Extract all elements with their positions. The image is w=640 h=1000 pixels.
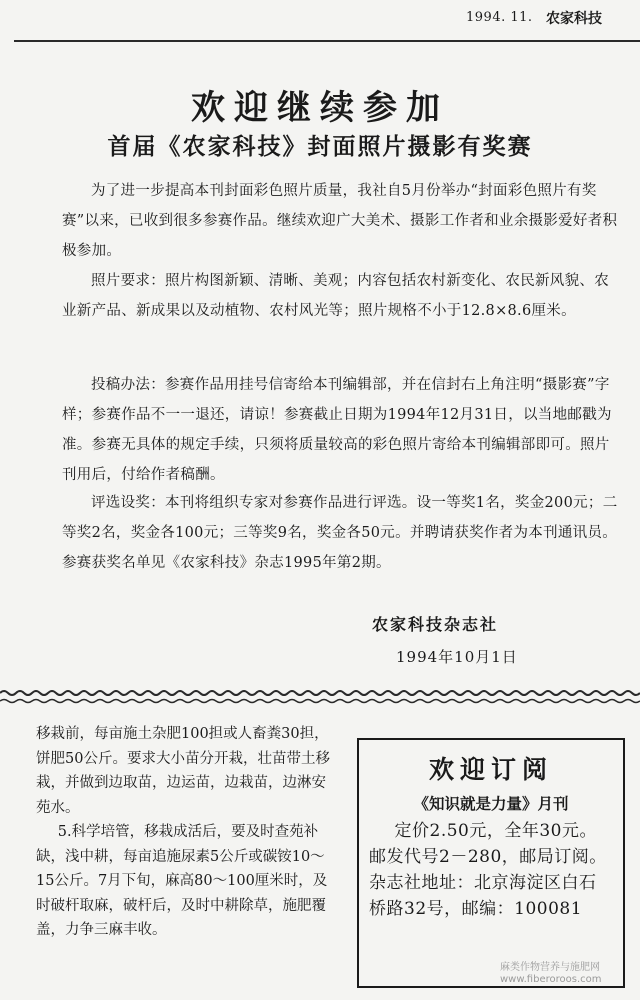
- header-rule: [14, 40, 640, 42]
- subscription-text: 定价2.50元，全年30元。邮发代号2－280，邮局订阅。杂志社地址：北京海淀区白石桥路32号，邮编：100081: [369, 821, 607, 919]
- page-header: [0, 0, 640, 44]
- issue-number: 1994. 11.: [466, 10, 533, 25]
- notice-paragraph-submission: 投稿办法：参赛作品用挂号信寄给本刊编辑部，并在信封右上角注明“摄影赛”字样；参赛作品不一一退还，请谅！参赛截止日期为1994年12月31日，以当地邮戳为准。参赛无具体的规定手续，只须将质量较高的彩色照片寄给本刊编辑部即可。照片刊用后，付给作者稿酬。: [62, 377, 612, 483]
- notice-title: 欢迎继续参加: [191, 88, 449, 128]
- subscription-magazine: 《知识就是力量》月刊: [413, 794, 569, 813]
- wavy-divider: [0, 684, 640, 710]
- site-watermark: [500, 962, 601, 986]
- subscription-title: 欢迎订阅: [428, 755, 553, 784]
- watermark-line: 麻类作物营养与施肥网: [500, 962, 600, 973]
- notice-paragraph-requirements: 照片要求：照片构图新颖、清晰、美观；内容包括农村新变化、农民新风貌、农业新产品、新成果以及动植物、农村风光等；照片规格不小于12.8×8.6厘米。: [62, 273, 609, 319]
- watermark-line: www.fiberoroos.com: [500, 974, 602, 985]
- signature-date: 1994年10月1日: [396, 648, 518, 666]
- notice-paragraph-intro: 为了进一步提高本刊封面彩色照片质量，我社自5月份举办“封面彩色照片有奖赛”以来，已收到很多参赛作品。继续欢迎广大美术、摄影工作者和业余摄影爱好者积极参加。: [62, 183, 618, 259]
- lower-article-paragraph: 5.科学培管，移栽成活后，要及时查苑补缺，浅中耕，每亩追施尿素5公斤或碳铵10～15公斤。7月下旬，麻高80～100厘米时，及时破杆取麻，破杆后，及时中耕除草，施肥覆盖，力争三麻丰收。: [36, 824, 328, 938]
- notice-paragraph-awards: 评选设奖：本刊将组织专家对参赛作品进行评选。设一等奖1名，奖金200元；二等奖2名，奖金各100元；三等奖9名，奖金各50元。并聘请获奖作者为本刊通讯员。参赛获奖名单见《农家科技》杂志1995年第2期。: [62, 495, 618, 571]
- notice-subtitle: 首届《农家科技》封面照片摄影有奖赛: [107, 134, 533, 160]
- magazine-name: 农家科技: [546, 11, 602, 27]
- lower-article-paragraph: 移栽前，每亩施土杂肥100担或人畜粪30担，饼肥50公斤。要求大小苗分开栽，壮苗带土移栽，并做到边取苗，边运苗，边栽苗，边淋安苑水。: [36, 726, 330, 816]
- lower-article: [36, 722, 336, 943]
- signature-organization: 农家科技杂志社: [372, 615, 499, 634]
- subscription-box: [357, 738, 625, 988]
